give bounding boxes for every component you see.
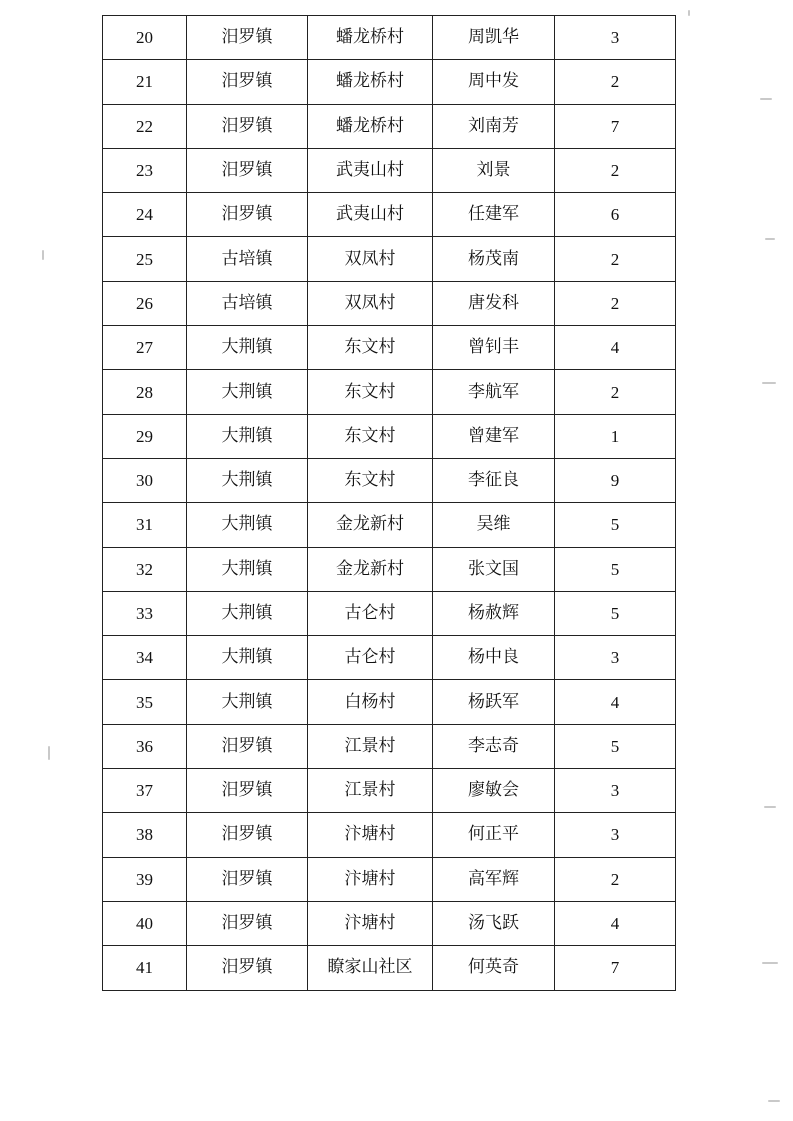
town-cell: 大荆镇 xyxy=(187,326,308,370)
person-name-cell: 周凯华 xyxy=(433,16,555,60)
count-cell: 1 xyxy=(555,414,676,458)
roster-table xyxy=(102,15,676,991)
table-row xyxy=(103,591,676,635)
town-cell: 大荆镇 xyxy=(187,591,308,635)
row-number-cell: 25 xyxy=(103,237,187,281)
person-name-cell: 李征良 xyxy=(433,458,555,502)
table-row xyxy=(103,370,676,414)
scan-artifact xyxy=(768,1100,780,1102)
town-cell: 汨罗镇 xyxy=(187,901,308,945)
town-cell: 汨罗镇 xyxy=(187,60,308,104)
roster-table-body xyxy=(103,16,676,991)
table-row xyxy=(103,104,676,148)
row-number-cell: 40 xyxy=(103,901,187,945)
row-number-cell: 26 xyxy=(103,281,187,325)
table-row xyxy=(103,857,676,901)
scan-artifact xyxy=(48,746,50,760)
table-row xyxy=(103,547,676,591)
village-cell: 汴塘村 xyxy=(308,901,433,945)
person-name-cell: 汤飞跃 xyxy=(433,901,555,945)
table-row xyxy=(103,16,676,60)
town-cell: 大荆镇 xyxy=(187,547,308,591)
table-row xyxy=(103,503,676,547)
person-name-cell: 张文国 xyxy=(433,547,555,591)
table-row xyxy=(103,281,676,325)
row-number-cell: 35 xyxy=(103,680,187,724)
row-number-cell: 30 xyxy=(103,458,187,502)
row-number-cell: 21 xyxy=(103,60,187,104)
count-cell: 2 xyxy=(555,857,676,901)
person-name-cell: 吴维 xyxy=(433,503,555,547)
town-cell: 大荆镇 xyxy=(187,503,308,547)
count-cell: 4 xyxy=(555,680,676,724)
row-number-cell: 34 xyxy=(103,636,187,680)
count-cell: 2 xyxy=(555,60,676,104)
count-cell: 7 xyxy=(555,946,676,990)
village-cell: 古仑村 xyxy=(308,591,433,635)
town-cell: 大荆镇 xyxy=(187,636,308,680)
row-number-cell: 32 xyxy=(103,547,187,591)
scan-artifact xyxy=(764,806,776,808)
row-number-cell: 41 xyxy=(103,946,187,990)
count-cell: 2 xyxy=(555,148,676,192)
town-cell: 汨罗镇 xyxy=(187,148,308,192)
person-name-cell: 李志奇 xyxy=(433,724,555,768)
table-row xyxy=(103,636,676,680)
town-cell: 大荆镇 xyxy=(187,458,308,502)
count-cell: 3 xyxy=(555,636,676,680)
count-cell: 9 xyxy=(555,458,676,502)
village-cell: 江景村 xyxy=(308,724,433,768)
town-cell: 大荆镇 xyxy=(187,680,308,724)
row-number-cell: 23 xyxy=(103,148,187,192)
village-cell: 金龙新村 xyxy=(308,503,433,547)
count-cell: 5 xyxy=(555,503,676,547)
town-cell: 大荆镇 xyxy=(187,370,308,414)
village-cell: 东文村 xyxy=(308,326,433,370)
table-row xyxy=(103,237,676,281)
village-cell: 江景村 xyxy=(308,769,433,813)
scan-artifact xyxy=(762,962,778,964)
person-name-cell: 唐发科 xyxy=(433,281,555,325)
person-name-cell: 李航军 xyxy=(433,370,555,414)
row-number-cell: 28 xyxy=(103,370,187,414)
town-cell: 汨罗镇 xyxy=(187,724,308,768)
person-name-cell: 刘景 xyxy=(433,148,555,192)
person-name-cell: 高军辉 xyxy=(433,857,555,901)
person-name-cell: 曾建军 xyxy=(433,414,555,458)
count-cell: 5 xyxy=(555,591,676,635)
town-cell: 古培镇 xyxy=(187,281,308,325)
town-cell: 汨罗镇 xyxy=(187,193,308,237)
row-number-cell: 24 xyxy=(103,193,187,237)
person-name-cell: 周中发 xyxy=(433,60,555,104)
person-name-cell: 杨赦辉 xyxy=(433,591,555,635)
row-number-cell: 20 xyxy=(103,16,187,60)
table-row xyxy=(103,148,676,192)
town-cell: 汨罗镇 xyxy=(187,946,308,990)
person-name-cell: 廖敏会 xyxy=(433,769,555,813)
village-cell: 东文村 xyxy=(308,370,433,414)
town-cell: 汨罗镇 xyxy=(187,813,308,857)
count-cell: 2 xyxy=(555,370,676,414)
table-row xyxy=(103,414,676,458)
count-cell: 6 xyxy=(555,193,676,237)
person-name-cell: 任建军 xyxy=(433,193,555,237)
scan-artifact xyxy=(760,98,772,100)
row-number-cell: 31 xyxy=(103,503,187,547)
person-name-cell: 杨跃军 xyxy=(433,680,555,724)
count-cell: 3 xyxy=(555,769,676,813)
count-cell: 2 xyxy=(555,237,676,281)
village-cell: 汴塘村 xyxy=(308,813,433,857)
town-cell: 汨罗镇 xyxy=(187,16,308,60)
count-cell: 7 xyxy=(555,104,676,148)
table-row xyxy=(103,326,676,370)
row-number-cell: 38 xyxy=(103,813,187,857)
scan-artifact xyxy=(762,382,776,384)
person-name-cell: 杨茂南 xyxy=(433,237,555,281)
table-row xyxy=(103,724,676,768)
row-number-cell: 22 xyxy=(103,104,187,148)
table-row xyxy=(103,813,676,857)
village-cell: 蟠龙桥村 xyxy=(308,104,433,148)
village-cell: 古仑村 xyxy=(308,636,433,680)
table-row xyxy=(103,60,676,104)
row-number-cell: 37 xyxy=(103,769,187,813)
village-cell: 汴塘村 xyxy=(308,857,433,901)
village-cell: 双凤村 xyxy=(308,237,433,281)
count-cell: 5 xyxy=(555,724,676,768)
row-number-cell: 39 xyxy=(103,857,187,901)
table-row xyxy=(103,193,676,237)
village-cell: 蟠龙桥村 xyxy=(308,16,433,60)
table-row xyxy=(103,680,676,724)
person-name-cell: 何正平 xyxy=(433,813,555,857)
village-cell: 蟠龙桥村 xyxy=(308,60,433,104)
village-cell: 双凤村 xyxy=(308,281,433,325)
person-name-cell: 杨中良 xyxy=(433,636,555,680)
town-cell: 汨罗镇 xyxy=(187,857,308,901)
row-number-cell: 29 xyxy=(103,414,187,458)
row-number-cell: 33 xyxy=(103,591,187,635)
scan-artifact xyxy=(765,238,775,240)
row-number-cell: 36 xyxy=(103,724,187,768)
town-cell: 汨罗镇 xyxy=(187,104,308,148)
row-number-cell: 27 xyxy=(103,326,187,370)
scan-artifact xyxy=(42,250,44,260)
scan-artifact xyxy=(688,10,690,16)
count-cell: 5 xyxy=(555,547,676,591)
village-cell: 金龙新村 xyxy=(308,547,433,591)
table-row xyxy=(103,901,676,945)
town-cell: 大荆镇 xyxy=(187,414,308,458)
village-cell: 东文村 xyxy=(308,414,433,458)
person-name-cell: 何英奇 xyxy=(433,946,555,990)
table-row xyxy=(103,769,676,813)
count-cell: 4 xyxy=(555,901,676,945)
table-row xyxy=(103,458,676,502)
town-cell: 古培镇 xyxy=(187,237,308,281)
person-name-cell: 曾钊丰 xyxy=(433,326,555,370)
table-row xyxy=(103,946,676,990)
village-cell: 东文村 xyxy=(308,458,433,502)
village-cell: 瞭家山社区 xyxy=(308,946,433,990)
town-cell: 汨罗镇 xyxy=(187,769,308,813)
person-name-cell: 刘南芳 xyxy=(433,104,555,148)
village-cell: 白杨村 xyxy=(308,680,433,724)
count-cell: 2 xyxy=(555,281,676,325)
village-cell: 武夷山村 xyxy=(308,193,433,237)
count-cell: 3 xyxy=(555,813,676,857)
village-cell: 武夷山村 xyxy=(308,148,433,192)
count-cell: 3 xyxy=(555,16,676,60)
count-cell: 4 xyxy=(555,326,676,370)
